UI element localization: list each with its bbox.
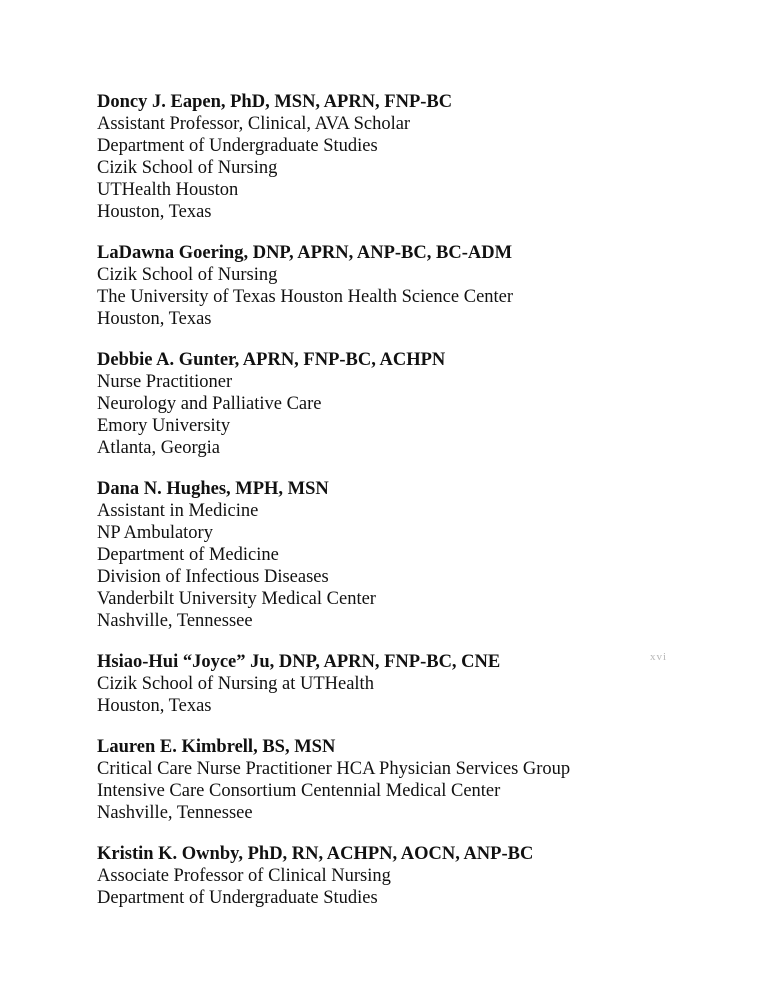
contributor-name: Doncy J. Eapen, PhD, MSN, APRN, FNP-BC bbox=[97, 92, 453, 112]
contributor-affiliation-line: Houston, Texas bbox=[97, 696, 212, 716]
contributor-affiliation-line: Department of Undergraduate Studies bbox=[97, 136, 378, 156]
contributor-affiliation-line: Department of Medicine bbox=[97, 545, 279, 565]
contributor-entry bbox=[97, 736, 697, 824]
contributor-affiliation-line: Atlanta, Georgia bbox=[97, 438, 220, 458]
contributor-affiliation-line: Houston, Texas bbox=[97, 202, 212, 222]
contributor-entry bbox=[97, 843, 697, 909]
page-number: xvi bbox=[650, 651, 668, 663]
contributor-affiliation-line: Department of Undergraduate Studies bbox=[97, 888, 378, 908]
contributor-entry bbox=[97, 242, 697, 330]
contributor-affiliation-line: Associate Professor of Clinical Nursing bbox=[97, 866, 391, 886]
contributor-affiliation-line: Assistant in Medicine bbox=[97, 501, 259, 521]
contributor-affiliation-line: Critical Care Nurse Practitioner HCA Physician Services Group bbox=[97, 759, 571, 779]
contributor-entry bbox=[97, 478, 697, 632]
contributor-affiliation-line: Nurse Practitioner bbox=[97, 372, 233, 392]
contributor-affiliation-line: Assistant Professor, Clinical, AVA Scholar bbox=[97, 114, 411, 134]
contributor-name: Dana N. Hughes, MPH, MSN bbox=[97, 479, 329, 499]
contributor-affiliation-line: Cizik School of Nursing at UTHealth bbox=[97, 674, 374, 694]
contributor-affiliation-line: Nashville, Tennessee bbox=[97, 803, 253, 823]
contributor-name: Kristin K. Ownby, PhD, RN, ACHPN, AOCN, ANP-BC bbox=[97, 844, 534, 864]
contributor-affiliation-line: Nashville, Tennessee bbox=[97, 611, 253, 631]
contributor-affiliation-line: Cizik School of Nursing bbox=[97, 265, 278, 285]
contributor-name: LaDawna Goering, DNP, APRN, ANP-BC, BC-ADM bbox=[97, 243, 513, 263]
contributor-affiliation-line: The University of Texas Houston Health Science Center bbox=[97, 287, 514, 307]
contributor-affiliation-line: UTHealth Houston bbox=[97, 180, 239, 200]
contributor-name: Hsiao-Hui “Joyce” Ju, DNP, APRN, FNP-BC, CNE bbox=[97, 652, 501, 672]
contributor-entry bbox=[97, 349, 697, 459]
contributor-affiliation-line: Emory University bbox=[97, 416, 231, 436]
contributor-affiliation-line: Vanderbilt University Medical Center bbox=[97, 589, 376, 609]
contributor-affiliation-line: Neurology and Palliative Care bbox=[97, 394, 322, 414]
contributor-affiliation-line: Division of Infectious Diseases bbox=[97, 567, 329, 587]
contributors-list bbox=[97, 91, 697, 928]
contributor-name: Debbie A. Gunter, APRN, FNP-BC, ACHPN bbox=[97, 350, 446, 370]
contributor-affiliation-line: Houston, Texas bbox=[97, 309, 212, 329]
contributor-entry bbox=[97, 651, 697, 717]
contributor-entry bbox=[97, 91, 697, 223]
contributor-name: Lauren E. Kimbrell, BS, MSN bbox=[97, 737, 336, 757]
contributor-affiliation-line: Cizik School of Nursing bbox=[97, 158, 278, 178]
contributor-affiliation-line: NP Ambulatory bbox=[97, 523, 213, 543]
contributor-affiliation-line: Intensive Care Consortium Centennial Medical Center bbox=[97, 781, 501, 801]
